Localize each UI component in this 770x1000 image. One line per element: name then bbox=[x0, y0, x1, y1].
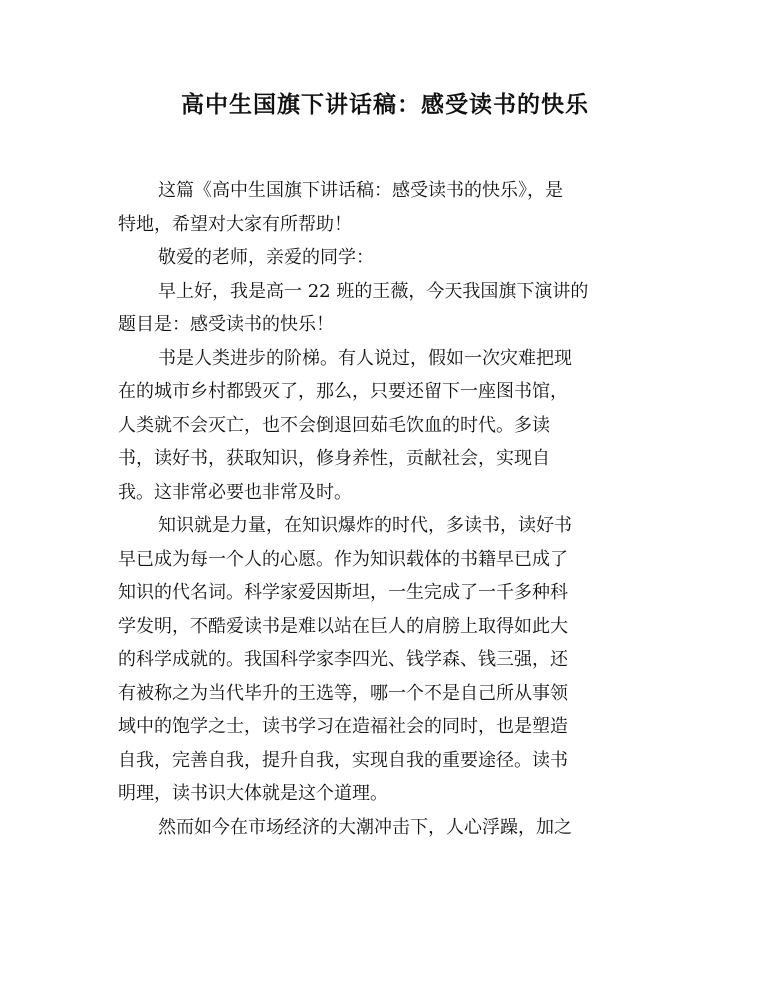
paragraph-line: 早已成为每一个人的心愿。作为知识载体的书籍早已成了 bbox=[118, 548, 568, 570]
paragraph-line: 域中的饱学之士，读书学习在造福社会的同时，也是塑造 bbox=[118, 716, 568, 737]
document-body bbox=[118, 174, 648, 844]
paragraph-line: 的科学成就的。我国科学家李四光、钱学森、钱三强，还 bbox=[118, 649, 568, 670]
paragraph-line: 有被称之为当代毕升的王选等，哪一个不是自己所从事领 bbox=[118, 682, 568, 704]
paragraph-line: 书，读好书，获取知识，修身养性，贡献社会，实现自 bbox=[118, 448, 550, 469]
paragraph-line: 知识的代名词。科学家爱因斯坦，一生完成了一千多种科 bbox=[118, 582, 568, 603]
paragraph-line: 我。这非常必要也非常及时。 bbox=[118, 481, 352, 503]
paragraph-line: 早上好，我是高一 22 班的王薇，今天我国旗下演讲的 bbox=[158, 280, 589, 302]
paragraph-line: 知识就是力量，在知识爆炸的时代，多读书，读好书 bbox=[158, 515, 572, 536]
paragraph-line: 学发明，不酷爱读书是难以站在巨人的肩膀上取得如此大 bbox=[118, 615, 568, 637]
paragraph-line: 然而如今在市场经济的大潮冲击下，人心浮躁，加之 bbox=[158, 816, 572, 838]
paragraph-line: 在的城市乡村都毁灭了，那么，只要还留下一座图书馆， bbox=[118, 381, 568, 402]
paragraph-line: 自我，完善自我，提升自我，实现自我的重要途径。读书 bbox=[118, 749, 568, 771]
paragraph-line: 人类就不会灭亡，也不会倒退回茹毛饮血的时代。多读 bbox=[118, 414, 550, 436]
document-title: 高中生国旗下讲话稿：感受读书的快乐 bbox=[181, 92, 589, 118]
paragraph-line: 敬爱的老师，亲爱的同学： bbox=[158, 247, 374, 268]
paragraph-line: 题目是：感受读书的快乐！ bbox=[118, 314, 334, 335]
paragraph-line: 明理，读书识大体就是这个道理。 bbox=[118, 783, 388, 804]
paragraph-line: 这篇《高中生国旗下讲话稿：感受读书的快乐》，是 bbox=[158, 180, 563, 201]
paragraph-line: 特地，希望对大家有所帮助！ bbox=[118, 213, 352, 235]
paragraph-line: 书是人类进步的阶梯。有人说过，假如一次灾难把现 bbox=[158, 347, 572, 369]
